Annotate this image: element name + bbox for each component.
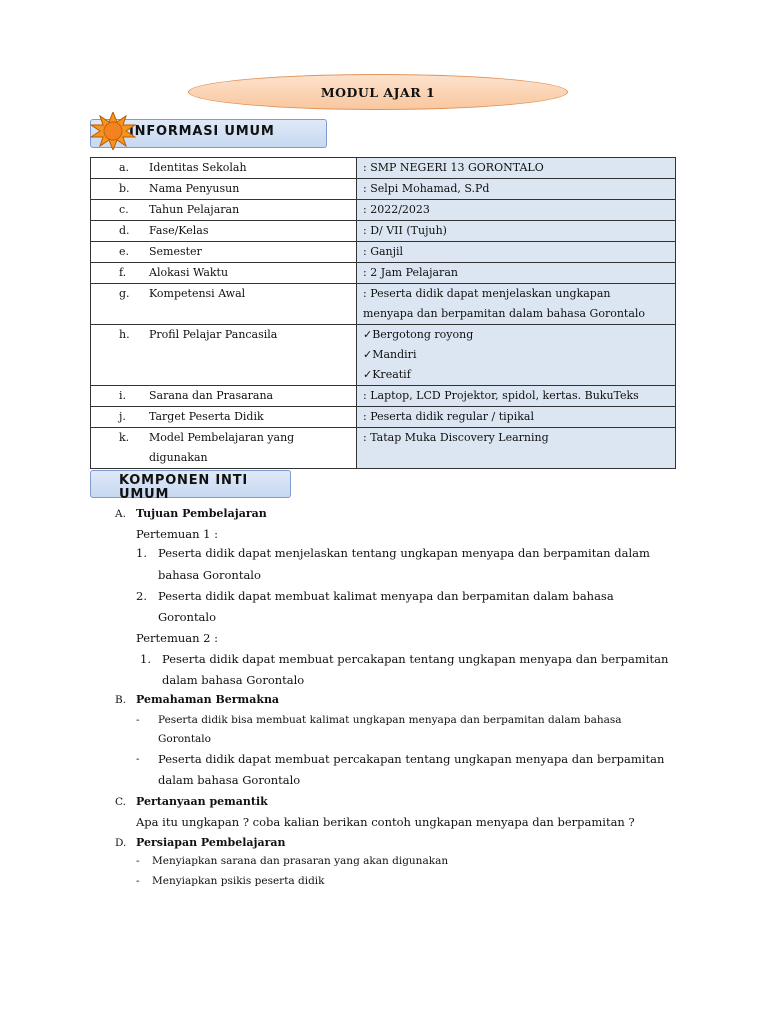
table-row	[91, 242, 676, 263]
list-number: 1.	[140, 652, 151, 666]
info-value-cell	[357, 407, 676, 428]
table-row	[91, 407, 676, 428]
row-label: Nama Penyusun	[149, 182, 240, 195]
list-item: Menyiapkan psikis peserta didik	[152, 875, 325, 887]
bullet-dash: -	[136, 855, 140, 867]
row-value-line: ✓Kreatif	[363, 368, 411, 381]
pertemuan-label: Pertemuan 2 :	[136, 631, 219, 645]
row-letter: g.	[119, 287, 130, 300]
table-row	[91, 428, 676, 469]
row-value-line: ✓Bergotong royong	[363, 328, 474, 341]
row-letter: e.	[119, 245, 130, 258]
table-row	[91, 263, 676, 284]
section-title-persiapan: Persiapan Pembelajaran	[136, 836, 286, 849]
row-value-line: : Selpi Mohamad, S.Pd	[363, 182, 490, 195]
row-value-line: : 2 Jam Pelajaran	[363, 266, 458, 279]
info-value-cell	[357, 386, 676, 407]
pertemuan-label: Pertemuan 1 :	[136, 527, 219, 541]
section-letter: D.	[115, 837, 127, 849]
row-label: Tahun Pelajaran	[149, 203, 240, 216]
row-letter: k.	[119, 431, 130, 444]
info-label-cell	[91, 386, 357, 407]
info-label-cell	[91, 263, 357, 284]
table-row	[91, 179, 676, 200]
row-letter: i.	[119, 389, 127, 402]
row-label: Sarana dan Prasarana	[149, 389, 274, 402]
row-value-line: : SMP NEGERI 13 GORONTALO	[363, 161, 544, 174]
row-value-line: : 2022/2023	[363, 203, 430, 216]
row-letter: c.	[119, 203, 129, 216]
row-letter: a.	[119, 161, 130, 174]
info-value-cell	[357, 242, 676, 263]
row-value-line: : Tatap Muka Discovery Learning	[363, 431, 549, 444]
row-label: Identitas Sekolah	[149, 161, 247, 174]
bullet-dash: -	[136, 714, 140, 726]
row-value-line: : Ganjil	[363, 245, 404, 258]
row-value-line: menyapa dan berpamitan dalam bahasa Gorontalo	[363, 307, 646, 320]
info-label-cell	[91, 242, 357, 263]
row-value-line: : D/ VII (Tujuh)	[363, 224, 447, 237]
row-value-line: : Peserta didik dapat menjelaskan ungkapan	[363, 287, 611, 300]
row-letter: f.	[119, 266, 127, 279]
section-letter: C.	[115, 796, 126, 808]
row-letter: b.	[119, 182, 130, 195]
table-row	[91, 284, 676, 325]
title-banner	[188, 74, 568, 110]
info-label-cell	[91, 200, 357, 221]
row-letter: j.	[119, 410, 126, 423]
row-value-line: : Peserta didik regular / tipikal	[363, 410, 534, 423]
list-item-cont: bahasa Gorontalo	[158, 568, 261, 582]
info-label-cell	[91, 158, 357, 179]
info-value-cell	[357, 263, 676, 284]
section-letter: B.	[115, 694, 127, 706]
table-row	[91, 158, 676, 179]
pemantik-question: Apa itu ungkapan ? coba kalian berikan contoh ungkapan menyapa dan berpamitan ?	[136, 815, 635, 829]
komponen-heading-box	[90, 470, 291, 502]
row-letter: h.	[119, 328, 130, 341]
bullet-dash: -	[136, 875, 140, 887]
section-title-pemantik: Pertanyaan pemantik	[136, 795, 268, 808]
info-table	[90, 157, 676, 469]
bullet-dash: -	[136, 753, 140, 765]
info-label-cell	[91, 221, 357, 242]
info-value-cell	[357, 200, 676, 221]
list-item-cont: dalam bahasa Gorontalo	[158, 773, 301, 787]
row-label: Model Pembelajaran yang digunakan	[149, 431, 295, 464]
info-heading: INFORMASI UMUM	[129, 124, 275, 139]
info-label-cell	[91, 325, 357, 386]
list-item-cont: Gorontalo	[158, 610, 217, 624]
row-label: Kompetensi Awal	[149, 287, 246, 300]
row-label: Target Peserta Didik	[149, 410, 264, 423]
sun-icon	[90, 112, 136, 150]
row-value-line: : Laptop, LCD Projektor, spidol, kertas. BukuTeks	[363, 389, 639, 402]
info-value-cell	[357, 179, 676, 200]
komponen-heading: KOMPONEN INTI UMUM	[119, 473, 249, 502]
info-label-cell	[91, 428, 357, 469]
list-item-cont: dalam bahasa Gorontalo	[162, 673, 305, 687]
info-label-cell	[91, 284, 357, 325]
section-title-tujuan: Tujuan Pembelajaran	[136, 507, 267, 520]
info-value-cell	[357, 284, 676, 325]
list-item: Peserta didik dapat membuat percakapan tentang ungkapan menyapa dan berpamitan	[158, 752, 665, 766]
row-label: Fase/Kelas	[149, 224, 209, 237]
info-value-cell	[357, 158, 676, 179]
list-item: Peserta didik dapat membuat percakapan tentang ungkapan menyapa dan berpamitan	[162, 652, 669, 666]
info-value-cell	[357, 221, 676, 242]
list-item: Peserta didik dapat menjelaskan tentang ungkapan menyapa dan berpamitan dalam	[158, 546, 650, 560]
page-title: MODUL AJAR 1	[320, 84, 436, 100]
list-item: Peserta didik bisa membuat kalimat ungkapan menyapa dan berpamitan dalam bahasa	[158, 714, 622, 726]
info-label-cell	[91, 407, 357, 428]
list-item: Menyiapkan sarana dan prasaran yang akan digunakan	[152, 855, 449, 867]
list-item: Peserta didik dapat membuat kalimat menyapa dan berpamitan dalam bahasa	[158, 589, 614, 603]
info-value-cell	[357, 428, 676, 469]
row-label: Semester	[149, 245, 202, 258]
list-item-cont: Gorontalo	[158, 733, 211, 745]
section-title-pemahaman: Pemahaman Bermakna	[136, 693, 280, 706]
info-label-cell	[91, 179, 357, 200]
info-value-cell	[357, 325, 676, 386]
row-value-line: ✓Mandiri	[363, 348, 417, 361]
row-label: Profil Pelajar Pancasila	[149, 328, 278, 341]
table-row	[91, 200, 676, 221]
table-row	[91, 325, 676, 386]
row-label: Alokasi Waktu	[149, 266, 229, 279]
list-number: 2.	[136, 589, 147, 603]
table-row	[91, 386, 676, 407]
section-letter: A.	[115, 508, 126, 520]
table-row	[91, 221, 676, 242]
row-letter: d.	[119, 224, 130, 237]
list-number: 1.	[136, 546, 147, 560]
